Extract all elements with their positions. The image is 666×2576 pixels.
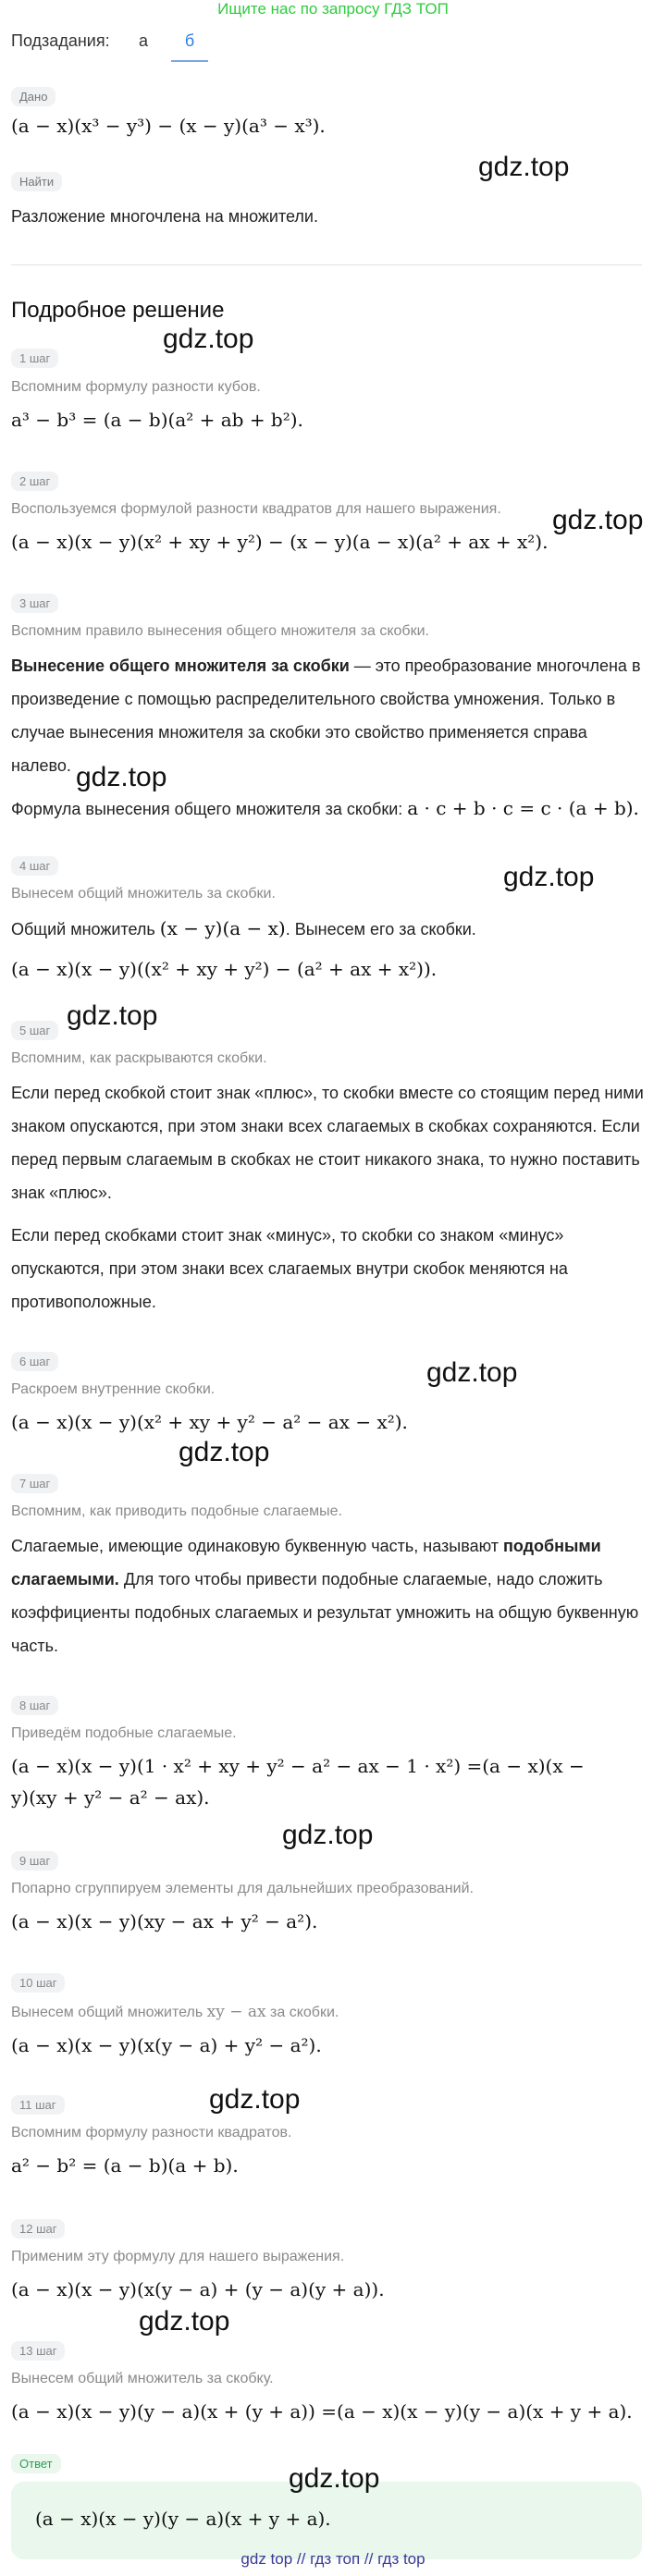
step-math: (a − x)(x − y)(x(y − a) + (y − a)(y + a)).: [11, 2278, 385, 2300]
like-terms-text-a: Слагаемые, имеющие одинаковую буквенную часть, называют: [11, 1537, 503, 1555]
step-hint: Вспомним, как приводить подобные слагаемые.: [11, 1503, 342, 1519]
watermark: gdz.top: [478, 152, 570, 182]
step-math: (a − x)(x − y)(y − a)(x + (y + a)) =(a − x)(x − y)(y − a)(x + y + a).: [11, 2400, 633, 2423]
like-terms-text-b: Для того чтобы привести подобные слагаемые, надо сложить коэффициенты подобных слагаемых и результат умножить на общую буквенную часть.: [11, 1570, 639, 1655]
watermark: gdz.top: [163, 324, 254, 354]
watermark: gdz.top: [426, 1357, 518, 1388]
step-chip: 13 шаг: [11, 2341, 65, 2361]
step-hint: Вспомним правило вынесения общего множителя за скобки.: [11, 623, 429, 639]
find-text: Разложение многочлена на множители.: [11, 207, 318, 226]
term-definition: — это преобразование многочлена в произведение с помощью распределительного свойства умножения. Только в случае вынесения множителя за скобки это свойство применяется справа налево.: [11, 656, 641, 775]
step-hint: Воспользуемся формулой разности квадратов для нашего выражения.: [11, 501, 501, 517]
solution-title: Подробное решение: [11, 298, 225, 323]
factor-line: [11, 912, 649, 946]
step-hint: Вынесем общий множитель за скобку.: [11, 2371, 274, 2386]
formula-math: a · c + b · c = c · (a + b).: [407, 797, 639, 819]
formula-label: Формула вынесения общего множителя за скобки:: [11, 800, 408, 818]
like-terms-bold: подобными слагаемыми.: [11, 1537, 601, 1589]
term-bold: Вынесение общего множителя за скобки: [11, 656, 350, 675]
step-chip: 9 шаг: [11, 1851, 58, 1871]
answer-chip: Ответ: [11, 2454, 61, 2473]
divider: [11, 264, 642, 265]
step-chip: 2 шаг: [11, 472, 58, 491]
step-math: (a − x)(x − y)(x(y − a) + y² − a²).: [11, 2034, 322, 2056]
step-math: (a − x)(x − y)(xy − ax + y² − a²).: [11, 1910, 318, 1932]
step-chip: 1 шаг: [11, 349, 58, 368]
step-hint: Вынесем общий множитель за скобки.: [11, 886, 276, 902]
step-math: a² − b² = (a − b)(a + b).: [11, 2154, 239, 2177]
formula-line: [11, 791, 649, 826]
watermark: gdz.top: [503, 862, 595, 892]
watermark: gdz.top: [67, 1000, 158, 1031]
step-hint: Вспомним, как раскрываются скобки.: [11, 1050, 267, 1066]
step-math-line: y)(xy + y² − a² − ax).: [11, 1786, 210, 1809]
tab-subtask-b[interactable]: б: [171, 31, 208, 62]
step-math-line: (a − x)(x − y)(1 · x² + xy + y² − a² − ax − 1 · x²) =(a − x)(x −: [11, 1755, 585, 1777]
footer-links[interactable]: gdz top // гдз топ // гдз top: [240, 2550, 426, 2568]
step-chip: 4 шаг: [11, 856, 58, 876]
step-math: (a − x)(x − y)(x² + xy + y²) − (x − y)(a − x)(a² + ax + x²).: [11, 531, 549, 553]
find-chip: Найти: [11, 172, 62, 191]
step-hint: Вспомним формулу разности квадратов.: [11, 2125, 292, 2141]
step-hint: Применим эту формулу для нашего выражения.: [11, 2249, 345, 2264]
step-paragraph: Если перед скобками стоит знак «минус», то скобки со знаком «минус» опускаются, при этом знаки всех слагаемых внутри скобок меняются на противоположные.: [11, 1226, 568, 1311]
step-chip: 7 шаг: [11, 1474, 58, 1493]
step-chip: 3 шаг: [11, 594, 58, 613]
step-math: (a − x)(x − y)((x² + xy + y²) − (a² + ax + x²)).: [11, 958, 438, 980]
step-hint: Попарно сгруппируем элементы для дальнейших преобразований.: [11, 1881, 474, 1896]
factor-math: (x − y)(a − x): [159, 917, 286, 939]
hint-text-b: за скобки.: [265, 2005, 339, 2020]
answer-math: (a − x)(x − y)(y − a)(x + y + a).: [35, 2508, 331, 2530]
step-chip: 6 шаг: [11, 1352, 58, 1371]
step-math: a³ − b³ = (a − b)(a² + ab + b²).: [11, 409, 303, 431]
tab-subtask-a[interactable]: а: [139, 31, 149, 50]
step-paragraph: [11, 1529, 649, 1662]
watermark: gdz.top: [179, 1437, 270, 1467]
hint-text-a: Вынесем общий множитель: [11, 2005, 207, 2020]
watermark: gdz.top: [139, 2306, 230, 2337]
step-hint: Раскроем внутренние скобки.: [11, 1381, 216, 1397]
step-chip: 10 шаг: [11, 1973, 65, 1993]
step-chip: 11 шаг: [11, 2095, 65, 2115]
given-expression: (a − x)(x³ − y³) − (x − y)(a³ − x³).: [11, 115, 326, 137]
watermark: gdz.top: [552, 505, 644, 535]
hint-math: xy − ax: [206, 2003, 266, 2021]
factor-text-b: . Вынесем его за скобки.: [285, 920, 476, 938]
step-chip: 5 шаг: [11, 1021, 58, 1040]
step-hint: Вспомним формулу разности кубов.: [11, 379, 261, 395]
step-chip: 12 шаг: [11, 2219, 65, 2239]
step-hint: [11, 2003, 339, 2021]
watermark: gdz.top: [282, 1820, 374, 1850]
step-hint: Приведём подобные слагаемые.: [11, 1725, 237, 1741]
factor-text-a: Общий множитель: [11, 920, 160, 938]
watermark: gdz.top: [209, 2084, 301, 2115]
given-chip: Дано: [11, 87, 56, 106]
subtasks-label: Подзадания:: [11, 31, 110, 50]
step-paragraph: Если перед скобкой стоит знак «плюс», то скобки вместе со стоящим перед ними знаком опускаются, при этом знаки всех слагаемых в скобках сохраняются. Если перед первым слагаемым в скобках не стоит никакого знака, то нужно поставить знак «плюс».: [11, 1084, 644, 1202]
watermark: gdz.top: [76, 762, 167, 792]
top-banner-link[interactable]: Ищите нас по запросу ГДЗ ТОП: [217, 0, 449, 18]
watermark: gdz.top: [289, 2463, 380, 2494]
step-math: (a − x)(x − y)(x² + xy + y² − a² − ax − x²).: [11, 1411, 408, 1433]
step-chip: 8 шаг: [11, 1696, 58, 1715]
